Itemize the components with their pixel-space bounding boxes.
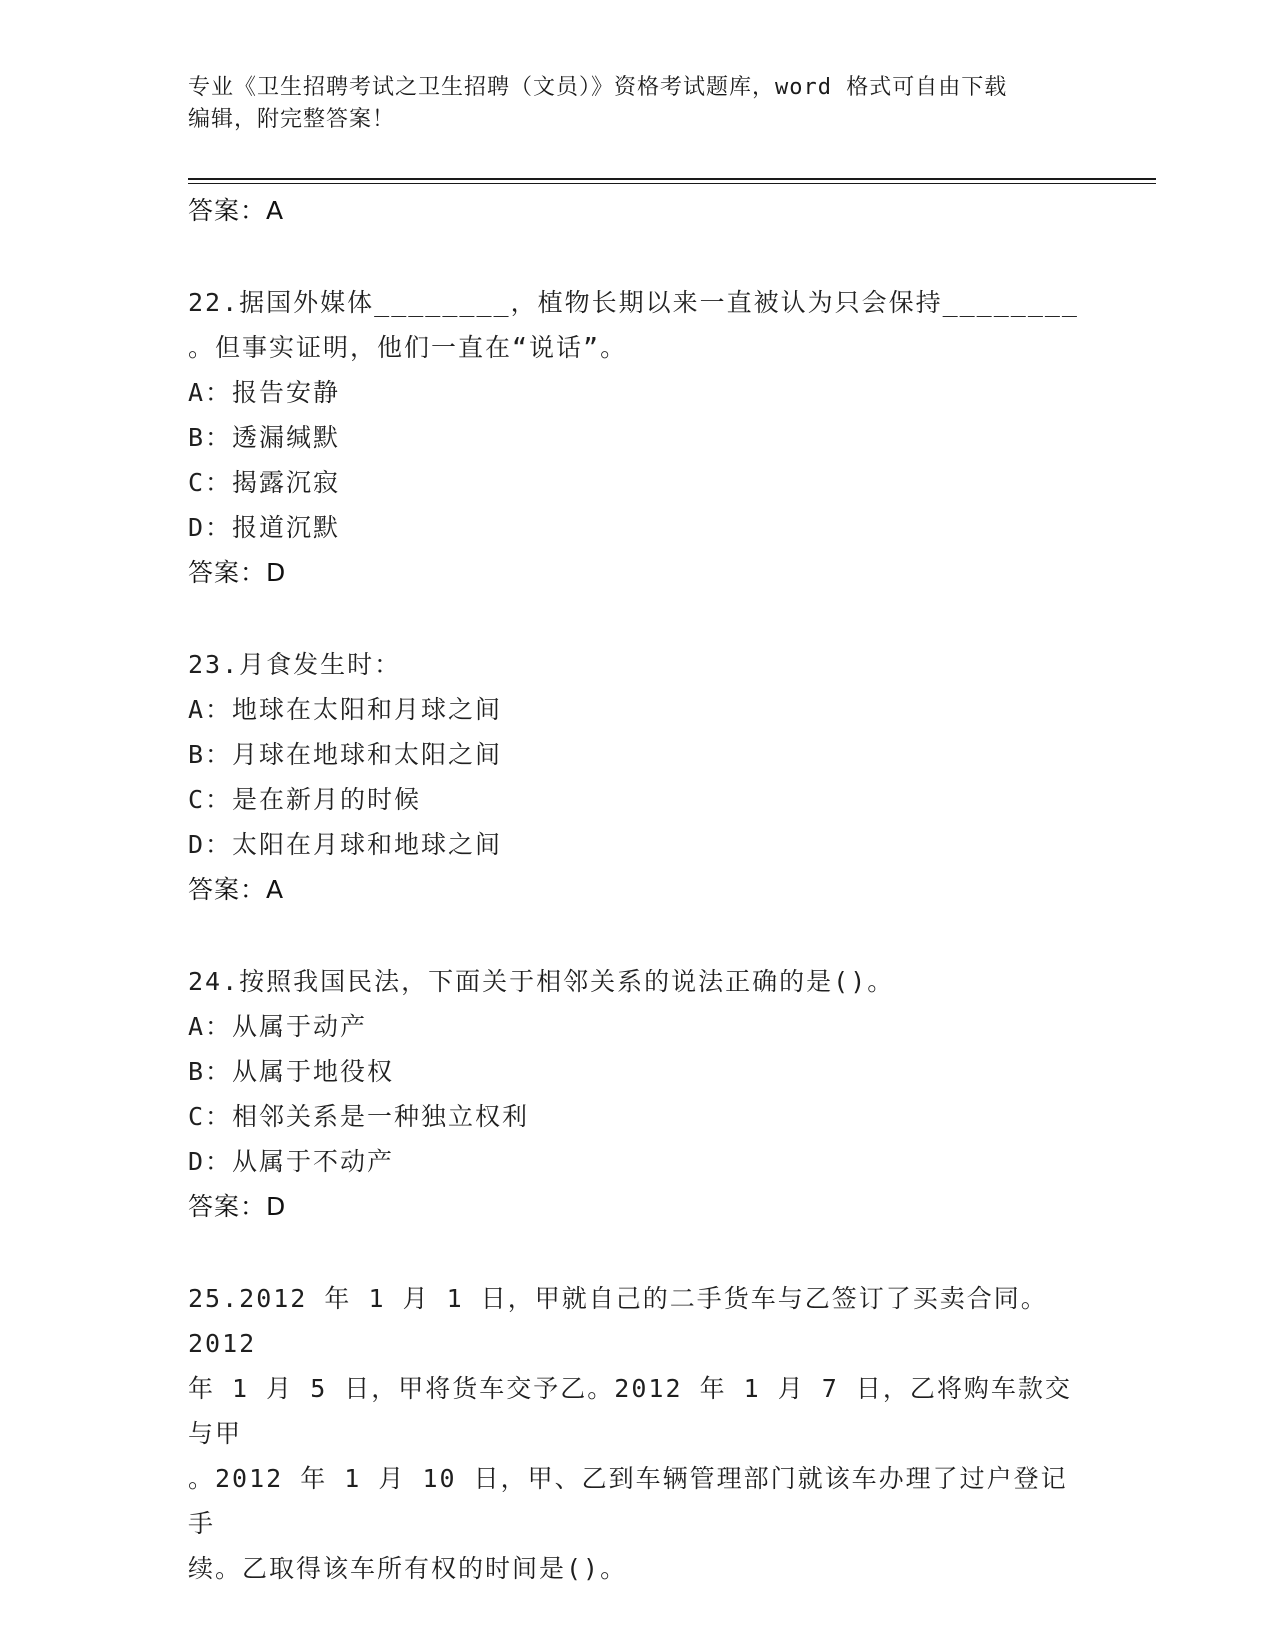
question-25	[188, 1276, 1088, 1591]
question-stem-line: 续。乙取得该车所有权的时间是()。	[188, 1554, 628, 1583]
question-stem-line: 22.据国外媒体________，植物长期以来一直被认为只会保持________	[188, 288, 1079, 317]
question-stem-line: 。2012 年 1 月 10 日，甲、乙到车辆管理部门就该车办理了过户登记手	[188, 1464, 1068, 1538]
option-b: B：透漏缄默	[188, 423, 341, 452]
question-list	[188, 188, 1088, 1591]
question-23	[188, 642, 1088, 912]
answer: 答案：D	[188, 1192, 287, 1221]
option-d: D：从属于不动产	[188, 1147, 395, 1176]
option-a: A：报告安静	[188, 378, 341, 407]
answer: 答案：D	[188, 558, 287, 587]
option-b: B：从属于地役权	[188, 1057, 395, 1086]
header-line-1: 专业《卫生招聘考试之卫生招聘（文员）》资格考试题库，word 格式可自由下载	[188, 75, 1008, 100]
page-header	[188, 72, 1088, 136]
question-stem-line: 23.月食发生时：	[188, 650, 402, 679]
question-22	[188, 280, 1088, 595]
answer: 答案：A	[188, 875, 285, 904]
option-a: A：地球在太阳和月球之间	[188, 695, 503, 724]
header-line-2: 编辑，附完整答案！	[188, 107, 396, 132]
header-divider-thin	[188, 183, 1156, 184]
option-a: A：从属于动产	[188, 1012, 368, 1041]
question-24	[188, 959, 1088, 1229]
previous-question-answer: 答案：A	[188, 196, 285, 225]
question-stem-line: 25.2012 年 1 月 1 日，甲就自己的二手货车与乙签订了买卖合同。2012	[188, 1284, 1048, 1358]
option-c: C：相邻关系是一种独立权利	[188, 1102, 530, 1131]
header-divider-thick	[188, 178, 1156, 180]
question-stem-line: 。但事实证明，他们一直在“说话”。	[188, 333, 628, 362]
question-stem-line: 24.按照我国民法，下面关于相邻关系的说法正确的是()。	[188, 967, 895, 996]
option-d: D：太阳在月球和地球之间	[188, 830, 503, 859]
option-d: D：报道沉默	[188, 513, 341, 542]
question-stem-line: 年 1 月 5 日，甲将货车交予乙。2012 年 1 月 7 日，乙将购车款交与甲	[188, 1374, 1072, 1448]
option-c: C：揭露沉寂	[188, 468, 341, 497]
option-c: C：是在新月的时候	[188, 785, 422, 814]
option-b: B：月球在地球和太阳之间	[188, 740, 503, 769]
